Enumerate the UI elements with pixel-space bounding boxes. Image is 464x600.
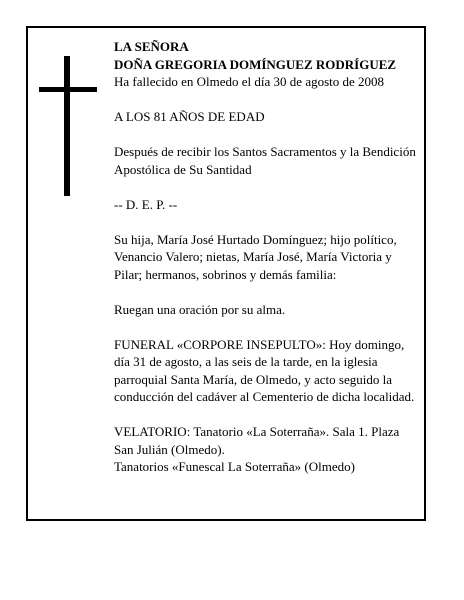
- deceased-name: DOÑA GREGORIA DOMÍNGUEZ RODRÍGUEZ: [114, 56, 397, 72]
- cross-vertical-bar: [64, 56, 70, 196]
- header-block: [114, 38, 420, 91]
- prayer-request: Ruegan una oración por su alma.: [114, 301, 286, 317]
- wake-block: [114, 423, 420, 476]
- funeral-home: Tanatorios «Funescal La Soterraña» (Olmedo): [114, 459, 355, 474]
- age-statement: A LOS 81 AÑOS DE EDAD: [114, 109, 265, 124]
- family-statement: Su hija, María José Hurtado Domínguez; hijo político, Venancio Valero; nietas, María José, María Victoria y Pilar; hermanos, sobrinos y demás familia:: [114, 231, 397, 282]
- cross-horizontal-bar: [39, 87, 97, 92]
- cross-icon: [39, 56, 97, 196]
- rip-statement: -- D. E. P. --: [114, 196, 178, 212]
- sacraments-statement: Después de recibir los Santos Sacramentos y la Bendición Apostólica de Su Santidad: [114, 144, 416, 177]
- death-statement: Ha fallecido en Olmedo el día 30 de agosto de 2008: [114, 74, 385, 89]
- obituary-content: [114, 38, 420, 493]
- title-label: LA SEÑORA: [114, 39, 189, 54]
- wake-location: VELATORIO: Tanatorio «La Soterraña». Sala 1. Plaza San Julián (Olmedo).: [114, 424, 400, 457]
- funeral-statement: FUNERAL «CORPORE INSEPULTO»: Hoy domingo, día 31 de agosto, a las seis de la tarde, en la iglesia parroquial Santa María, de Olmedo, y acto seguido la conducción del cadáver al Cementerio de dicha localidad.: [114, 336, 415, 404]
